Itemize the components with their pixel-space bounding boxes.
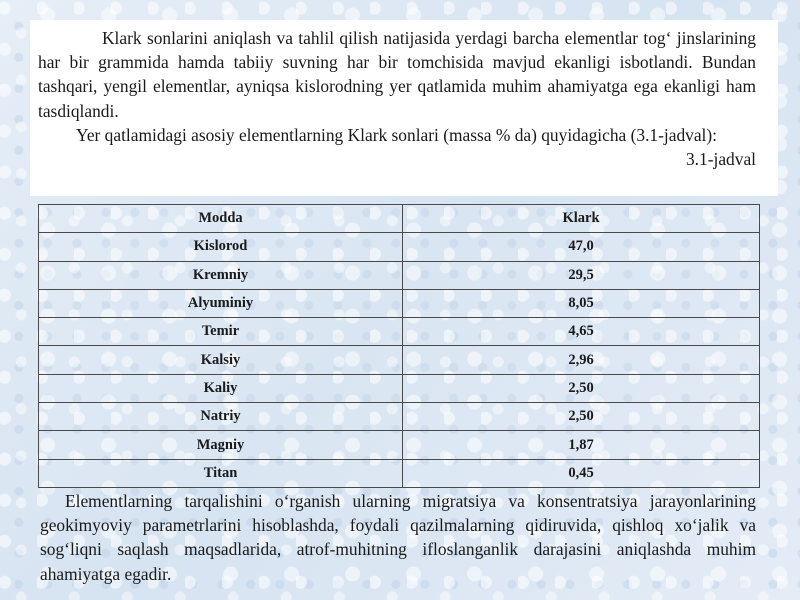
element-name-cell: Natriy [39,403,403,431]
table-row [39,318,760,346]
conclusion-text-box [40,489,756,586]
table-row [39,403,760,431]
table-row [39,261,760,289]
table-row [39,374,760,402]
clarke-value-cell: 29,5 [403,261,760,289]
table-row [39,289,760,317]
clarke-value-cell: 1,87 [403,431,760,459]
table-row [39,431,760,459]
element-name-cell: Kalsiy [39,346,403,374]
clarke-value-cell: 2,50 [403,403,760,431]
table-caption: 3.1-jadval [685,149,756,170]
element-name-cell: Magniy [39,431,403,459]
element-name-cell: Titan [39,459,403,487]
element-name-cell: Alyuminiy [39,289,403,317]
clarke-table-container [38,204,760,488]
intro-paragraph-2: Yer qatlamidagi asosiy elementlarning Klark sonlari (massa % da) quyidagicha (3.1-jadval): [76,124,718,145]
element-name-cell: Kislorod [39,233,403,261]
element-name-cell: Kaliy [39,374,403,402]
intro-paragraph-1: Klark sonlarini aniqlash va tahlil qilish natijasida yerdagi barcha elementlar tog‘ jinslarining har bir grammida hamda tabiiy suvning har bir tomchisida mavjud ekanligi isbotlandi. Bundan tashqari, yengil elementlar, ayniqsa kislorodning yer qatlamida muhim ahamiyatga ega ekanligi ham tasdiqlandi. [38,28,756,121]
clarke-value-cell: 0,45 [403,459,760,487]
clarke-value-cell: 2,50 [403,374,760,402]
header-substance: Modda [39,205,403,233]
clarke-table [38,204,760,488]
clarke-value-cell: 2,96 [403,346,760,374]
header-clarke: Klark [403,205,760,233]
conclusion-paragraph: Elementlarning tarqalishini o‘rganish ularning migratsiya va konsentratsiya jarayonlarining geokimyoviy parametrlarini hisoblashda, foydali qazilmalarning qidiruvida, qishloq xo‘jalik va sog‘liqni saqlash maqsadlarida, atrof-muhitning ifloslanganlik darajasini aniqlashda muhim ahamiyatga egadir. [40,491,756,584]
element-name-cell: Kremniy [39,261,403,289]
table-row [39,233,760,261]
table-header-row [39,205,760,233]
table-row [39,459,760,487]
intro-text-box [30,20,778,196]
clarke-value-cell: 8,05 [403,289,760,317]
clarke-value-cell: 47,0 [403,233,760,261]
clarke-value-cell: 4,65 [403,318,760,346]
element-name-cell: Temir [39,318,403,346]
table-row [39,346,760,374]
